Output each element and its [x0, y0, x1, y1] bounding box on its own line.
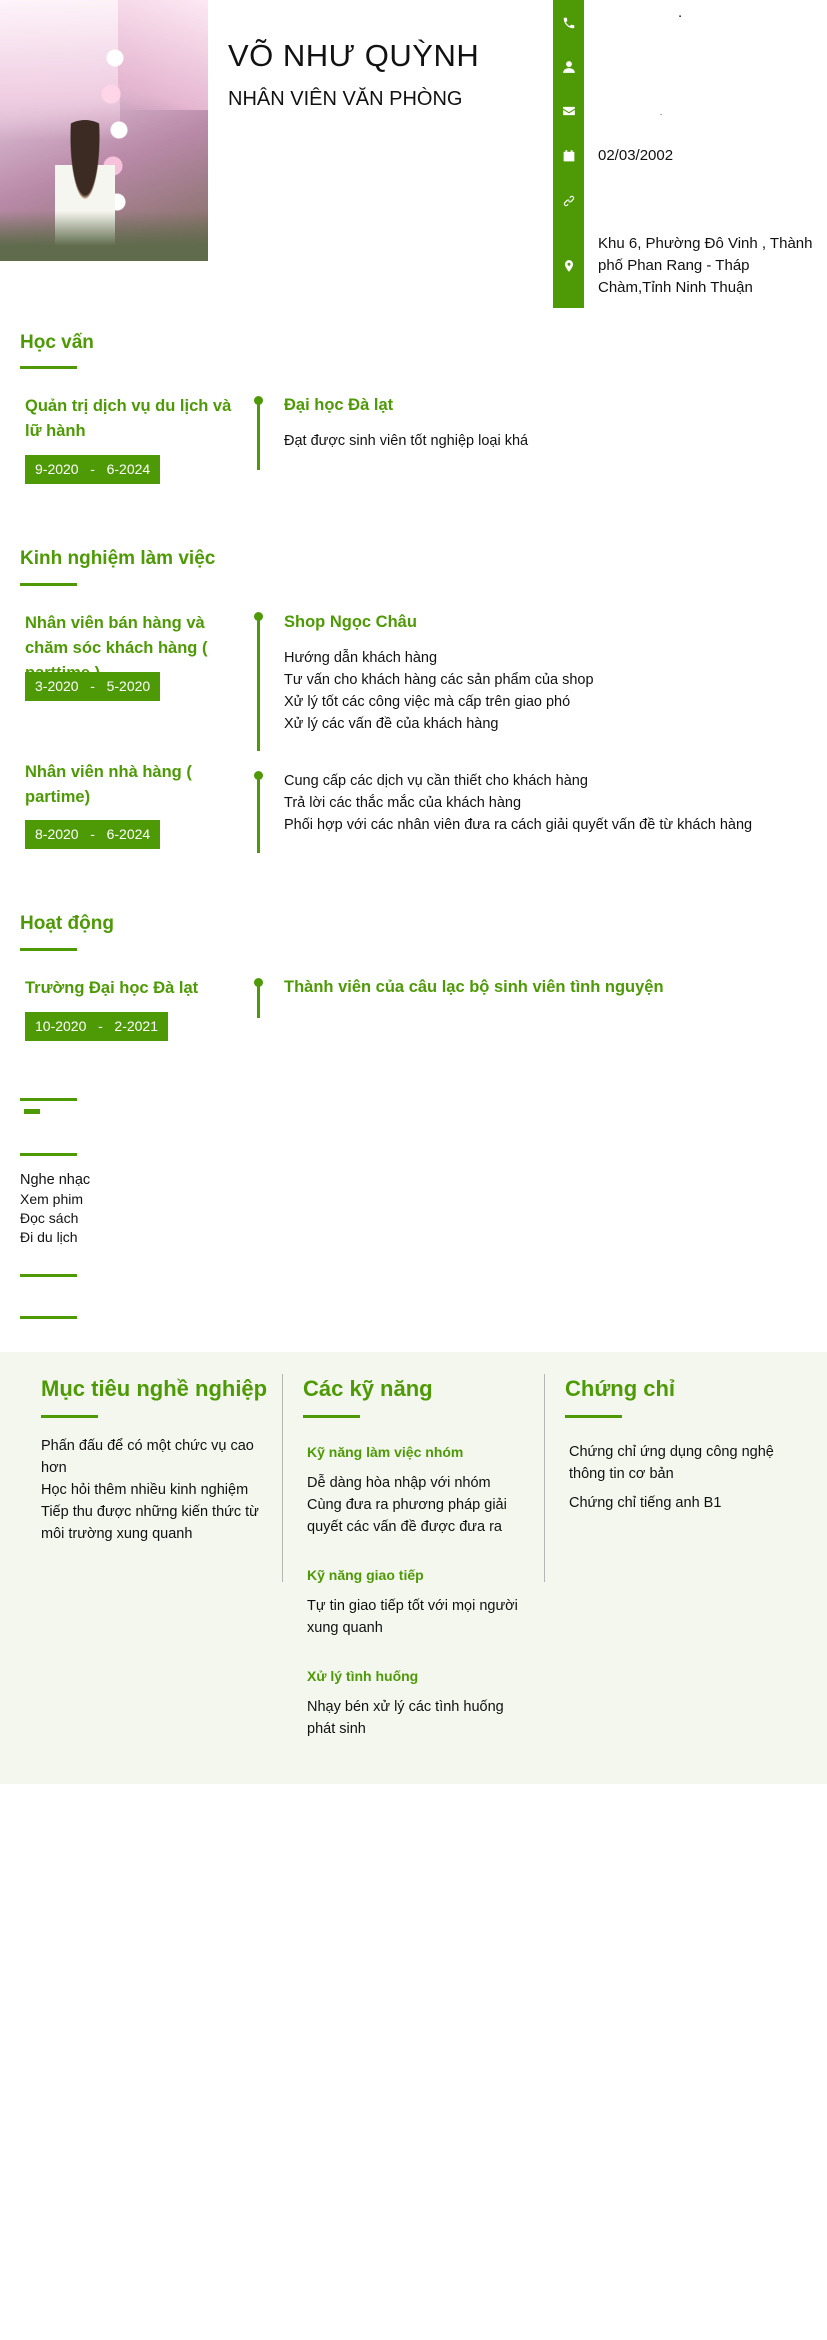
experience-start-date: 8-2020 [35, 826, 79, 842]
timeline-line [257, 773, 260, 853]
resume-header [0, 0, 827, 310]
empty-section-rule [20, 1098, 77, 1101]
skill-line: xung quanh [307, 1620, 383, 1636]
contact-email: . [660, 108, 663, 117]
contact-phone: . [678, 4, 683, 21]
certificate-line: Chứng chỉ tiếng anh B1 [569, 1495, 722, 1511]
activities-section-title: Hoạt động [20, 913, 114, 934]
candidate-name: VÕ NHƯ QUỲNH [228, 38, 480, 73]
duty-line: Trả lời các thắc mắc của khách hàng [284, 795, 522, 811]
activities-title-rule [20, 948, 77, 951]
link-icon[interactable] [553, 191, 584, 211]
hobby-item: Đi du lịch [20, 1229, 78, 1245]
education-description: Đạt được sinh viên tốt nghiệp loại khá [284, 433, 529, 449]
goal-line: hơn [41, 1460, 67, 1476]
education-school: Đại học Đà lạt [284, 396, 394, 414]
skill-description [307, 1595, 537, 1639]
education-date-badge [25, 455, 160, 484]
column-divider [282, 1374, 283, 1582]
skills-rule [303, 1415, 360, 1418]
contact-address: Khu 6, Phường Đô Vinh , Thành phố Phan Rang - Tháp Chàm,Tỉnh Ninh Thuận [598, 235, 813, 296]
duty-line: Cung cấp các dịch vụ cần thiết cho khách hàng [284, 773, 588, 789]
phone-icon [553, 13, 584, 33]
hobbies-list [20, 1171, 90, 1247]
goal-line: Tiếp thu được những kiến thức từ [41, 1504, 259, 1520]
experience-position: Nhân viên bán hàng và chăm sóc khách hàng ( [25, 614, 208, 657]
education-major: Quản trị dịch vụ du lịch và lữ hành [25, 397, 232, 440]
skill-name: Kỹ năng làm việc nhóm [307, 1444, 464, 1460]
skill-description [307, 1696, 537, 1740]
career-goal-rule [41, 1415, 98, 1418]
certificates-list [569, 1441, 809, 1514]
placeholder-bar [24, 1109, 40, 1114]
calendar-icon [553, 146, 584, 166]
duty-line: Hướng dẫn khách hàng [284, 650, 438, 666]
goal-line: Học hỏi thêm nhiều kinh nghiệm [41, 1482, 249, 1498]
skill-line: Nhạy bén xử lý các tình huống [307, 1699, 504, 1715]
experience-company: Shop Ngọc Châu [284, 613, 417, 631]
experience-duties [284, 647, 814, 735]
empty-section-rule [20, 1316, 77, 1319]
experience-start-date: 3-2020 [35, 678, 79, 694]
goal-line: môi trường xung quanh [41, 1526, 193, 1542]
duty-line: Tư vấn cho khách hàng các sản phẩm của shop [284, 672, 594, 688]
activity-start-date: 10-2020 [35, 1018, 87, 1034]
empty-section-rule [20, 1274, 77, 1277]
timeline-line [257, 398, 260, 470]
experience-title-rule [20, 583, 77, 586]
map-pin-icon [553, 256, 584, 276]
skill-line: Tự tin giao tiếp tốt với mọi người [307, 1598, 518, 1614]
experience-end-date: 6-2024 [106, 826, 151, 842]
contact-birthday: 02/03/2002 [598, 147, 674, 164]
certificate-line: Chứng chỉ ứng dụng công nghệ [569, 1444, 774, 1460]
experience-date-badge [25, 672, 160, 701]
duty-line: Phối hợp với các nhân viên đưa ra cách giải quyết vấn đề từ khách hàng [284, 817, 753, 833]
education-title-rule [20, 366, 77, 369]
experience-duties [284, 770, 814, 836]
hobbies-title-rule [20, 1153, 77, 1156]
experience-date-badge [25, 820, 160, 849]
duty-line: Xử lý tốt các công việc mà cấp trên giao phó [284, 694, 571, 710]
skills-title: Các kỹ năng [303, 1376, 433, 1401]
duty-line: Xử lý các vấn đề của khách hàng [284, 716, 499, 732]
activity-organization: Trường Đại học Đà lạt [25, 979, 199, 997]
certificate-line: thông tin cơ bản [569, 1466, 674, 1482]
profile-photo [0, 0, 208, 261]
certificates-title: Chứng chỉ [565, 1376, 676, 1401]
date-separator: - [90, 826, 95, 842]
timeline-line [257, 614, 260, 751]
experience-section-title: Kinh nghiệm làm việc [20, 548, 216, 569]
career-goal-title: Mục tiêu nghề nghiệp [41, 1376, 268, 1401]
hobby-item: Đọc sách [20, 1210, 79, 1226]
skill-line: phát sinh [307, 1721, 366, 1737]
bottom-panel [0, 1352, 827, 1784]
skill-name: Xử lý tình huống [307, 1668, 419, 1684]
hobby-item: Nghe nhạc [20, 1172, 91, 1188]
activity-end-date: 2-2021 [114, 1018, 158, 1034]
activity-date-badge [25, 1012, 168, 1041]
date-separator: - [98, 1018, 103, 1034]
date-separator: - [90, 461, 95, 477]
education-section-title: Học vấn [20, 332, 94, 353]
education-end-date: 6-2024 [106, 461, 151, 477]
skill-line: Dễ dàng hòa nhập với nhóm [307, 1475, 491, 1491]
education-start-date: 9-2020 [35, 461, 79, 477]
envelope-icon [553, 101, 584, 121]
skill-name: Kỹ năng giao tiếp [307, 1567, 424, 1583]
goal-line: Phấn đấu để có một chức vụ cao [41, 1438, 254, 1454]
timeline-line [257, 980, 260, 1018]
candidate-job-title: NHÂN VIÊN VĂN PHÒNG [228, 88, 463, 110]
date-separator: - [90, 678, 95, 694]
experience-position: Nhân viên nhà hàng ( partime) [25, 763, 192, 806]
activity-role: Thành viên của câu lạc bộ sinh viên tình nguyện [284, 978, 664, 996]
skill-line: quyết các vấn đề được đưa ra [307, 1519, 502, 1535]
skill-description [307, 1472, 537, 1538]
certificates-rule [565, 1415, 622, 1418]
skill-line: Cùng đưa ra phương pháp giải [307, 1497, 507, 1513]
career-goal-text [41, 1435, 271, 1545]
experience-end-date: 5-2020 [106, 678, 151, 694]
hobby-item: Xem phim [20, 1191, 84, 1207]
user-icon [553, 57, 584, 77]
column-divider [544, 1374, 545, 1582]
